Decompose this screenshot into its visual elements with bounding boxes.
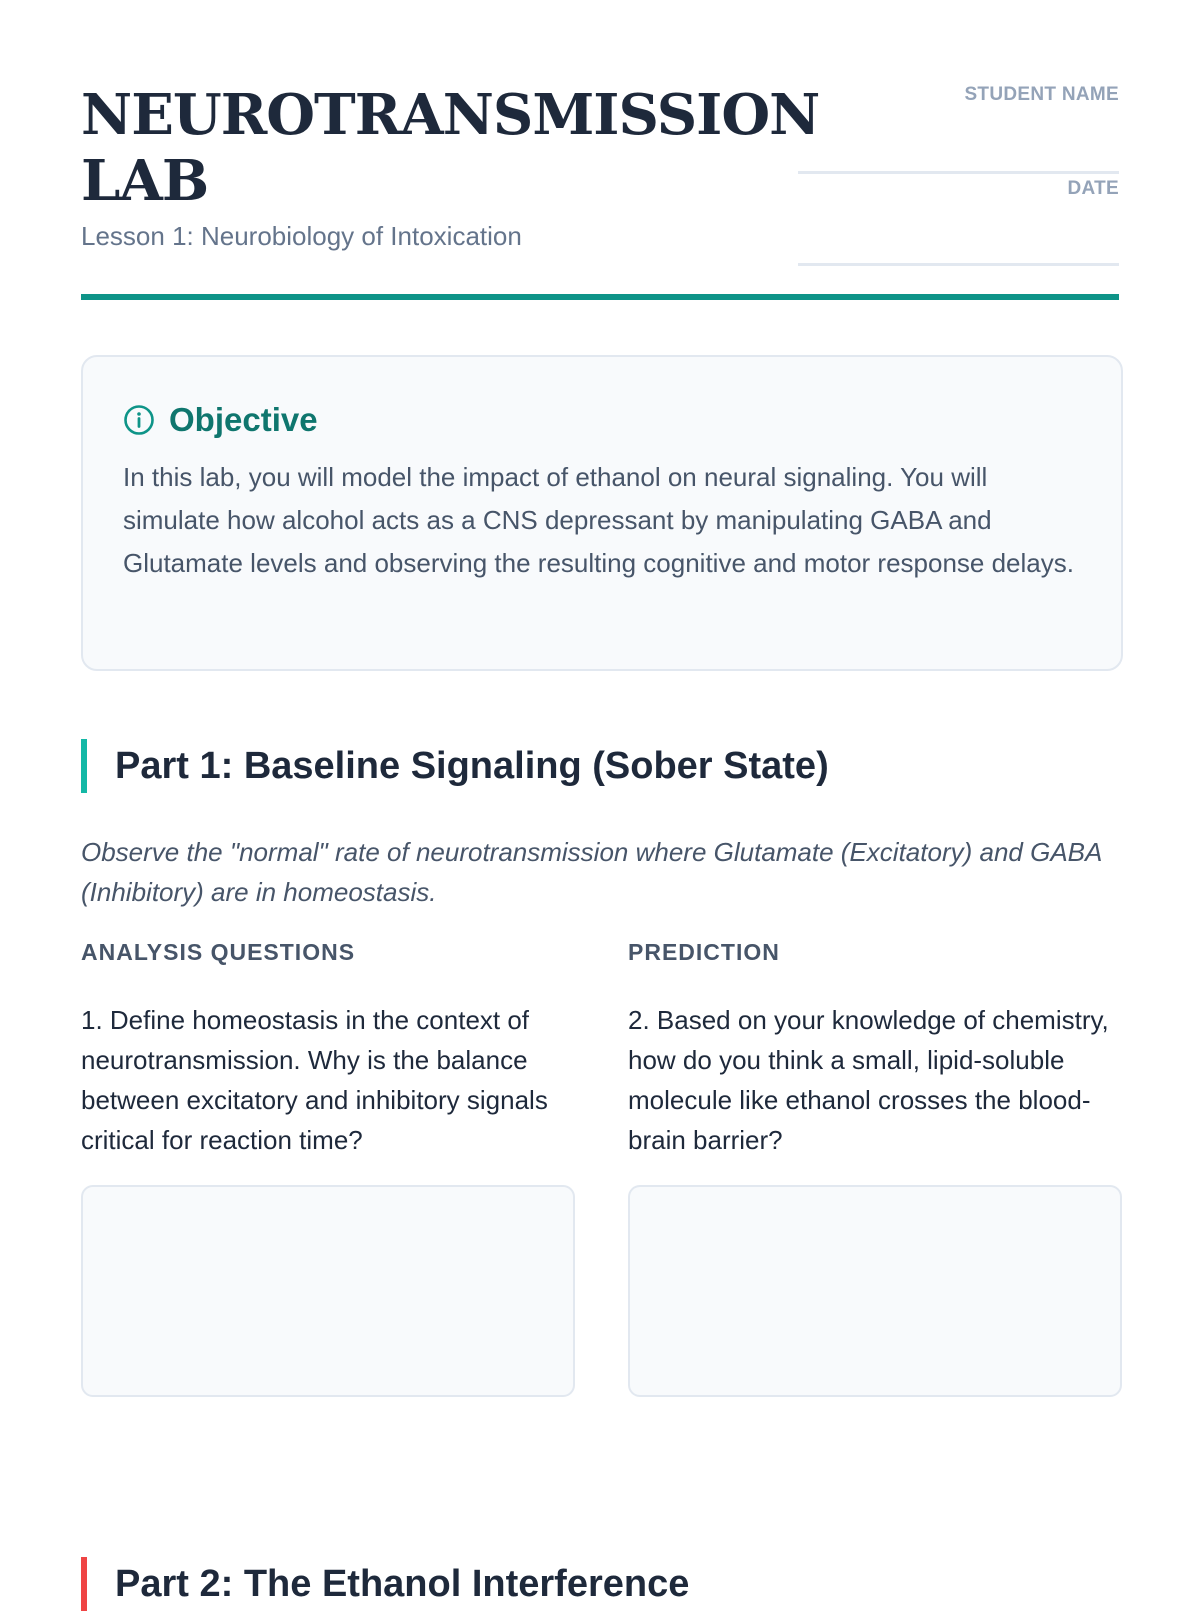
lesson-subtitle: Lesson 1: Neurobiology of Intoxication xyxy=(81,221,522,251)
analysis-column xyxy=(81,938,575,1160)
part1-intro: Observe the "normal" rate of neurotransmission where Glutamate (Excitatory) and GABA (Inhibitory) are in homeostasis. xyxy=(81,837,1102,907)
header-divider xyxy=(81,294,1119,300)
analysis-label: ANALYSIS QUESTIONS xyxy=(81,939,356,965)
objective-text: In this lab, you will model the impact of ethanol on neural signaling. You will simulate how alcohol acts as a CNS depressant by manipulating GABA and Glutamate levels and observing the resulting cognitive and motor response delays. xyxy=(123,462,1074,578)
date-field[interactable] xyxy=(798,174,1119,266)
prediction-column xyxy=(628,938,1122,1160)
part1-title: Part 1: Baseline Signaling (Sober State) xyxy=(115,744,829,787)
part1-accent-bar xyxy=(81,739,87,793)
page-title: NEUROTRANSMISSION LAB xyxy=(81,82,820,214)
answer-box-2[interactable] xyxy=(628,1185,1122,1397)
student-name-field[interactable] xyxy=(798,80,1119,174)
answer-box-1[interactable] xyxy=(81,1185,575,1397)
objective-box xyxy=(81,355,1123,671)
part2-title: Part 2: The Ethanol Interference xyxy=(115,1562,690,1605)
part1-heading xyxy=(81,739,829,793)
part2-accent-bar xyxy=(81,1557,87,1611)
objective-title: Objective xyxy=(169,401,318,438)
question-2: 2. Based on your knowledge of chemistry, how do you think a small, lipid-soluble molecule like ethanol crosses the blood-brain barrier? xyxy=(628,1005,1109,1155)
question-1: 1. Define homeostasis in the context of neurotransmission. Why is the balance between excitatory and inhibitory signals critical for reaction time? xyxy=(81,1005,548,1155)
date-label: DATE xyxy=(1067,178,1119,199)
info-icon xyxy=(123,404,155,436)
student-name-label: STUDENT NAME xyxy=(964,84,1119,105)
prediction-label: PREDICTION xyxy=(628,939,780,965)
student-info xyxy=(798,80,1119,266)
part2-heading xyxy=(81,1557,689,1611)
objective-heading xyxy=(123,401,318,439)
worksheet-header xyxy=(81,0,1119,302)
